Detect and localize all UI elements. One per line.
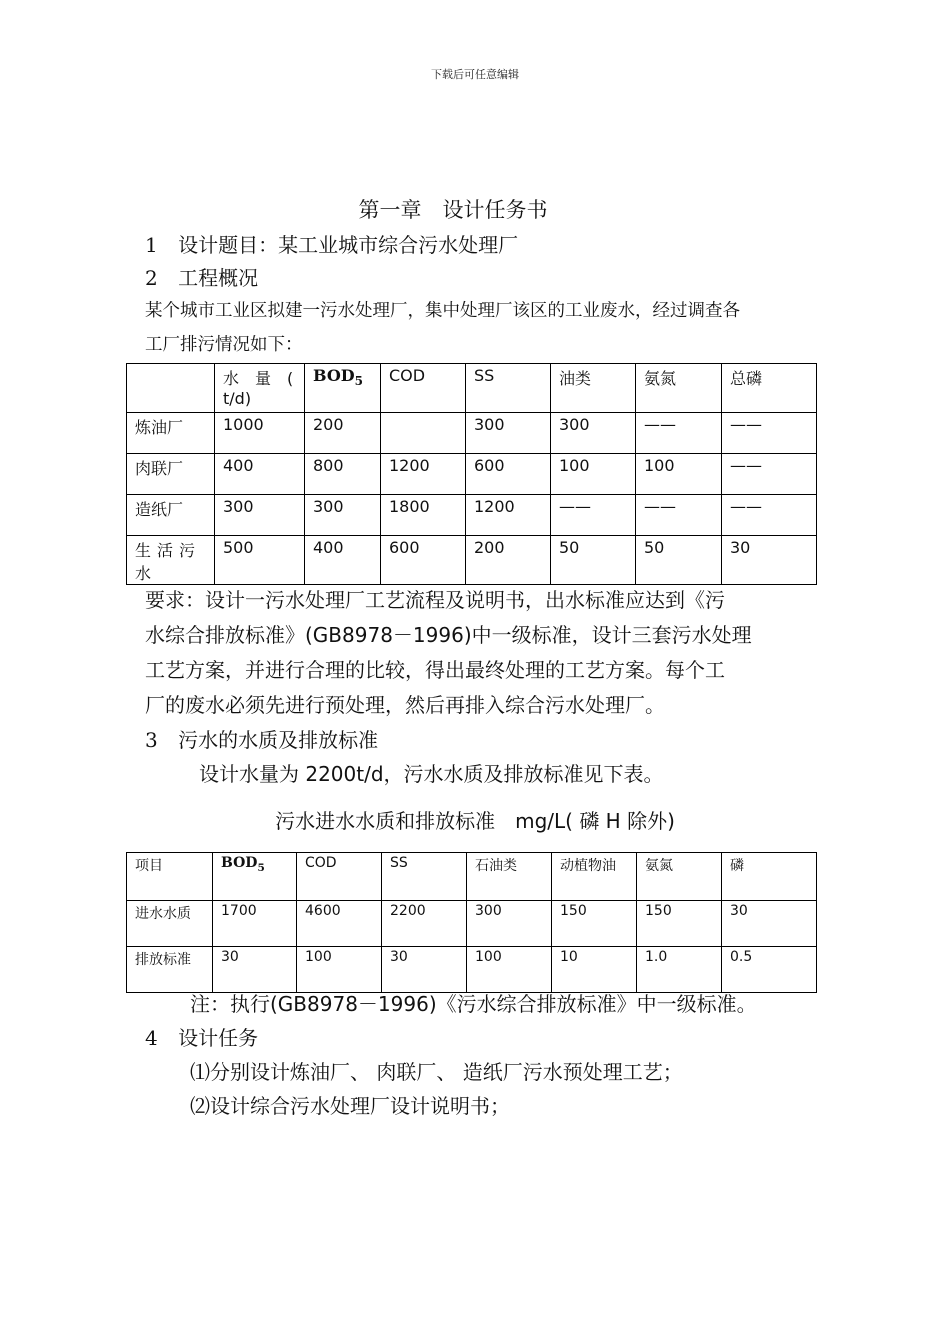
table-cell: 300 [305, 495, 381, 536]
table-cell: 1800 [381, 495, 466, 536]
section-4-number: 4 [145, 1026, 158, 1050]
section-1-text: 设计题目：某工业城市综合污水处理厂 [178, 233, 519, 257]
table-cell: 600 [381, 536, 466, 585]
table-cell: 100 [636, 454, 722, 495]
requirement-line-3: 工艺方案，并进行合理的比较，得出最终处理的工艺方案。每个工 [145, 658, 725, 682]
table-row [127, 536, 817, 585]
table-cell: 1200 [466, 495, 551, 536]
table-cell [381, 413, 466, 454]
table-row [127, 413, 817, 454]
table-header-cell: 动植物油 [552, 853, 637, 901]
row4-label-line2: 水 [135, 564, 152, 583]
table-header-cell: 油类 [551, 364, 636, 413]
table-header-cell [305, 364, 381, 413]
table-cell: 800 [305, 454, 381, 495]
water-quality-table [126, 852, 817, 993]
table-header-cell: SS [382, 853, 467, 901]
table-cell: 肉联厂 [127, 454, 215, 495]
requirement-line-2: 水综合排放标准》(GB8978－1996)中一级标准，设计三套污水处理 [145, 623, 752, 647]
table-cell: 造纸厂 [127, 495, 215, 536]
table-header-cell [215, 364, 305, 413]
table-header-cell: COD [297, 853, 382, 901]
table-header-cell: SS [466, 364, 551, 413]
table-cell: 炼油厂 [127, 413, 215, 454]
table-cell: 300 [215, 495, 305, 536]
table-row [127, 454, 817, 495]
table-cell: 400 [215, 454, 305, 495]
header-note: 下载后可任意编辑 [431, 68, 519, 81]
table-header-cell [213, 853, 297, 901]
section-2 [145, 262, 258, 291]
table-cell: 600 [466, 454, 551, 495]
section-4 [145, 1022, 258, 1051]
table-header-cell: 石油类 [467, 853, 552, 901]
section-3-text: 污水的水质及排放标准 [178, 728, 379, 752]
table-cell: 50 [551, 536, 636, 585]
table-cell: 0.5 [722, 947, 817, 993]
table-cell: 4600 [297, 901, 382, 947]
section-1-number: 1 [145, 233, 158, 257]
intro-line-2: 工厂排污情况如下： [145, 335, 303, 355]
table-cell: 1000 [215, 413, 305, 454]
standard-note: 注：执行(GB8978－1996)《污水综合排放标准》中一级标准。 [190, 992, 757, 1016]
table-cell: 100 [467, 947, 552, 993]
section-3 [145, 724, 378, 753]
table-cell: 150 [637, 901, 722, 947]
table-cell: 150 [552, 901, 637, 947]
section-2-text: 工程概况 [178, 266, 259, 290]
table-cell [127, 536, 215, 585]
table-cell: 300 [551, 413, 636, 454]
table-cell: 30 [722, 536, 817, 585]
table-cell: 200 [305, 413, 381, 454]
table-cell: 200 [466, 536, 551, 585]
table-row [127, 495, 817, 536]
table-cell: 30 [382, 947, 467, 993]
table-cell: 500 [215, 536, 305, 585]
table-header-cell [127, 364, 215, 413]
table-cell: —— [636, 495, 722, 536]
header-bod: $BOD_5$ [221, 855, 265, 874]
intro-line-1: 某个城市工业区拟建一污水处理厂，集中处理厂该区的工业废水，经过调查各 [145, 301, 740, 321]
table-cell: —— [551, 495, 636, 536]
task-item-1: ⑴分别设计炼油厂、 肉联厂、 造纸厂污水预处理工艺； [190, 1060, 683, 1084]
task-item-2: ⑵设计综合污水处理厂设计说明书； [190, 1094, 510, 1118]
table-cell: 30 [722, 901, 817, 947]
requirement-line-4: 厂的废水必须先进行预处理，然后再排入综合污水处理厂。 [145, 693, 665, 717]
table-header-cell: 总磷 [722, 364, 817, 413]
table-cell: 300 [467, 901, 552, 947]
table-header-row [127, 853, 817, 901]
table-cell: 100 [297, 947, 382, 993]
row4-label-line1: 生活污 [135, 541, 202, 560]
table-cell: —— [722, 413, 817, 454]
table-header-cell: 氨氮 [636, 364, 722, 413]
table-cell: 进水水质 [127, 901, 213, 947]
table-cell: —— [722, 454, 817, 495]
table-cell: 300 [466, 413, 551, 454]
header-flow-line2: t/d) [223, 389, 252, 408]
table-header-cell: 磷 [722, 853, 817, 901]
table-cell: 50 [636, 536, 722, 585]
header-bod: $BOD_5$ [313, 366, 363, 389]
design-flow-text: 设计水量为 2200t/d，污水水质及排放标准见下表。 [199, 762, 664, 786]
table-cell: 30 [213, 947, 297, 993]
section-4-text: 设计任务 [178, 1026, 259, 1050]
table-cell: 100 [551, 454, 636, 495]
section-3-number: 3 [145, 728, 158, 752]
factory-discharge-table [126, 363, 817, 585]
table-header-cell: 氨氮 [637, 853, 722, 901]
table-header-row [127, 364, 817, 413]
table-cell: —— [636, 413, 722, 454]
table-row [127, 947, 817, 993]
table-cell: 400 [305, 536, 381, 585]
table2-title: 污水进水水质和排放标准 mg/L( 磷 H 除外) [275, 809, 675, 833]
section-1 [145, 229, 518, 258]
requirement-line-1: 要求：设计一污水处理厂工艺流程及说明书，出水标准应达到《污 [145, 588, 725, 612]
table-cell: —— [722, 495, 817, 536]
table-header-cell: COD [381, 364, 466, 413]
table-header-cell: 项目 [127, 853, 213, 901]
section-2-number: 2 [145, 266, 158, 290]
table-cell: 10 [552, 947, 637, 993]
table-cell: 1200 [381, 454, 466, 495]
table-cell: 排放标准 [127, 947, 213, 993]
table-cell: 2200 [382, 901, 467, 947]
table-row [127, 901, 817, 947]
table-cell: 1.0 [637, 947, 722, 993]
header-flow-line1: 水 量 ( [223, 369, 294, 388]
chapter-title: 第一章 设计任务书 [358, 198, 548, 222]
table-cell: 1700 [213, 901, 297, 947]
